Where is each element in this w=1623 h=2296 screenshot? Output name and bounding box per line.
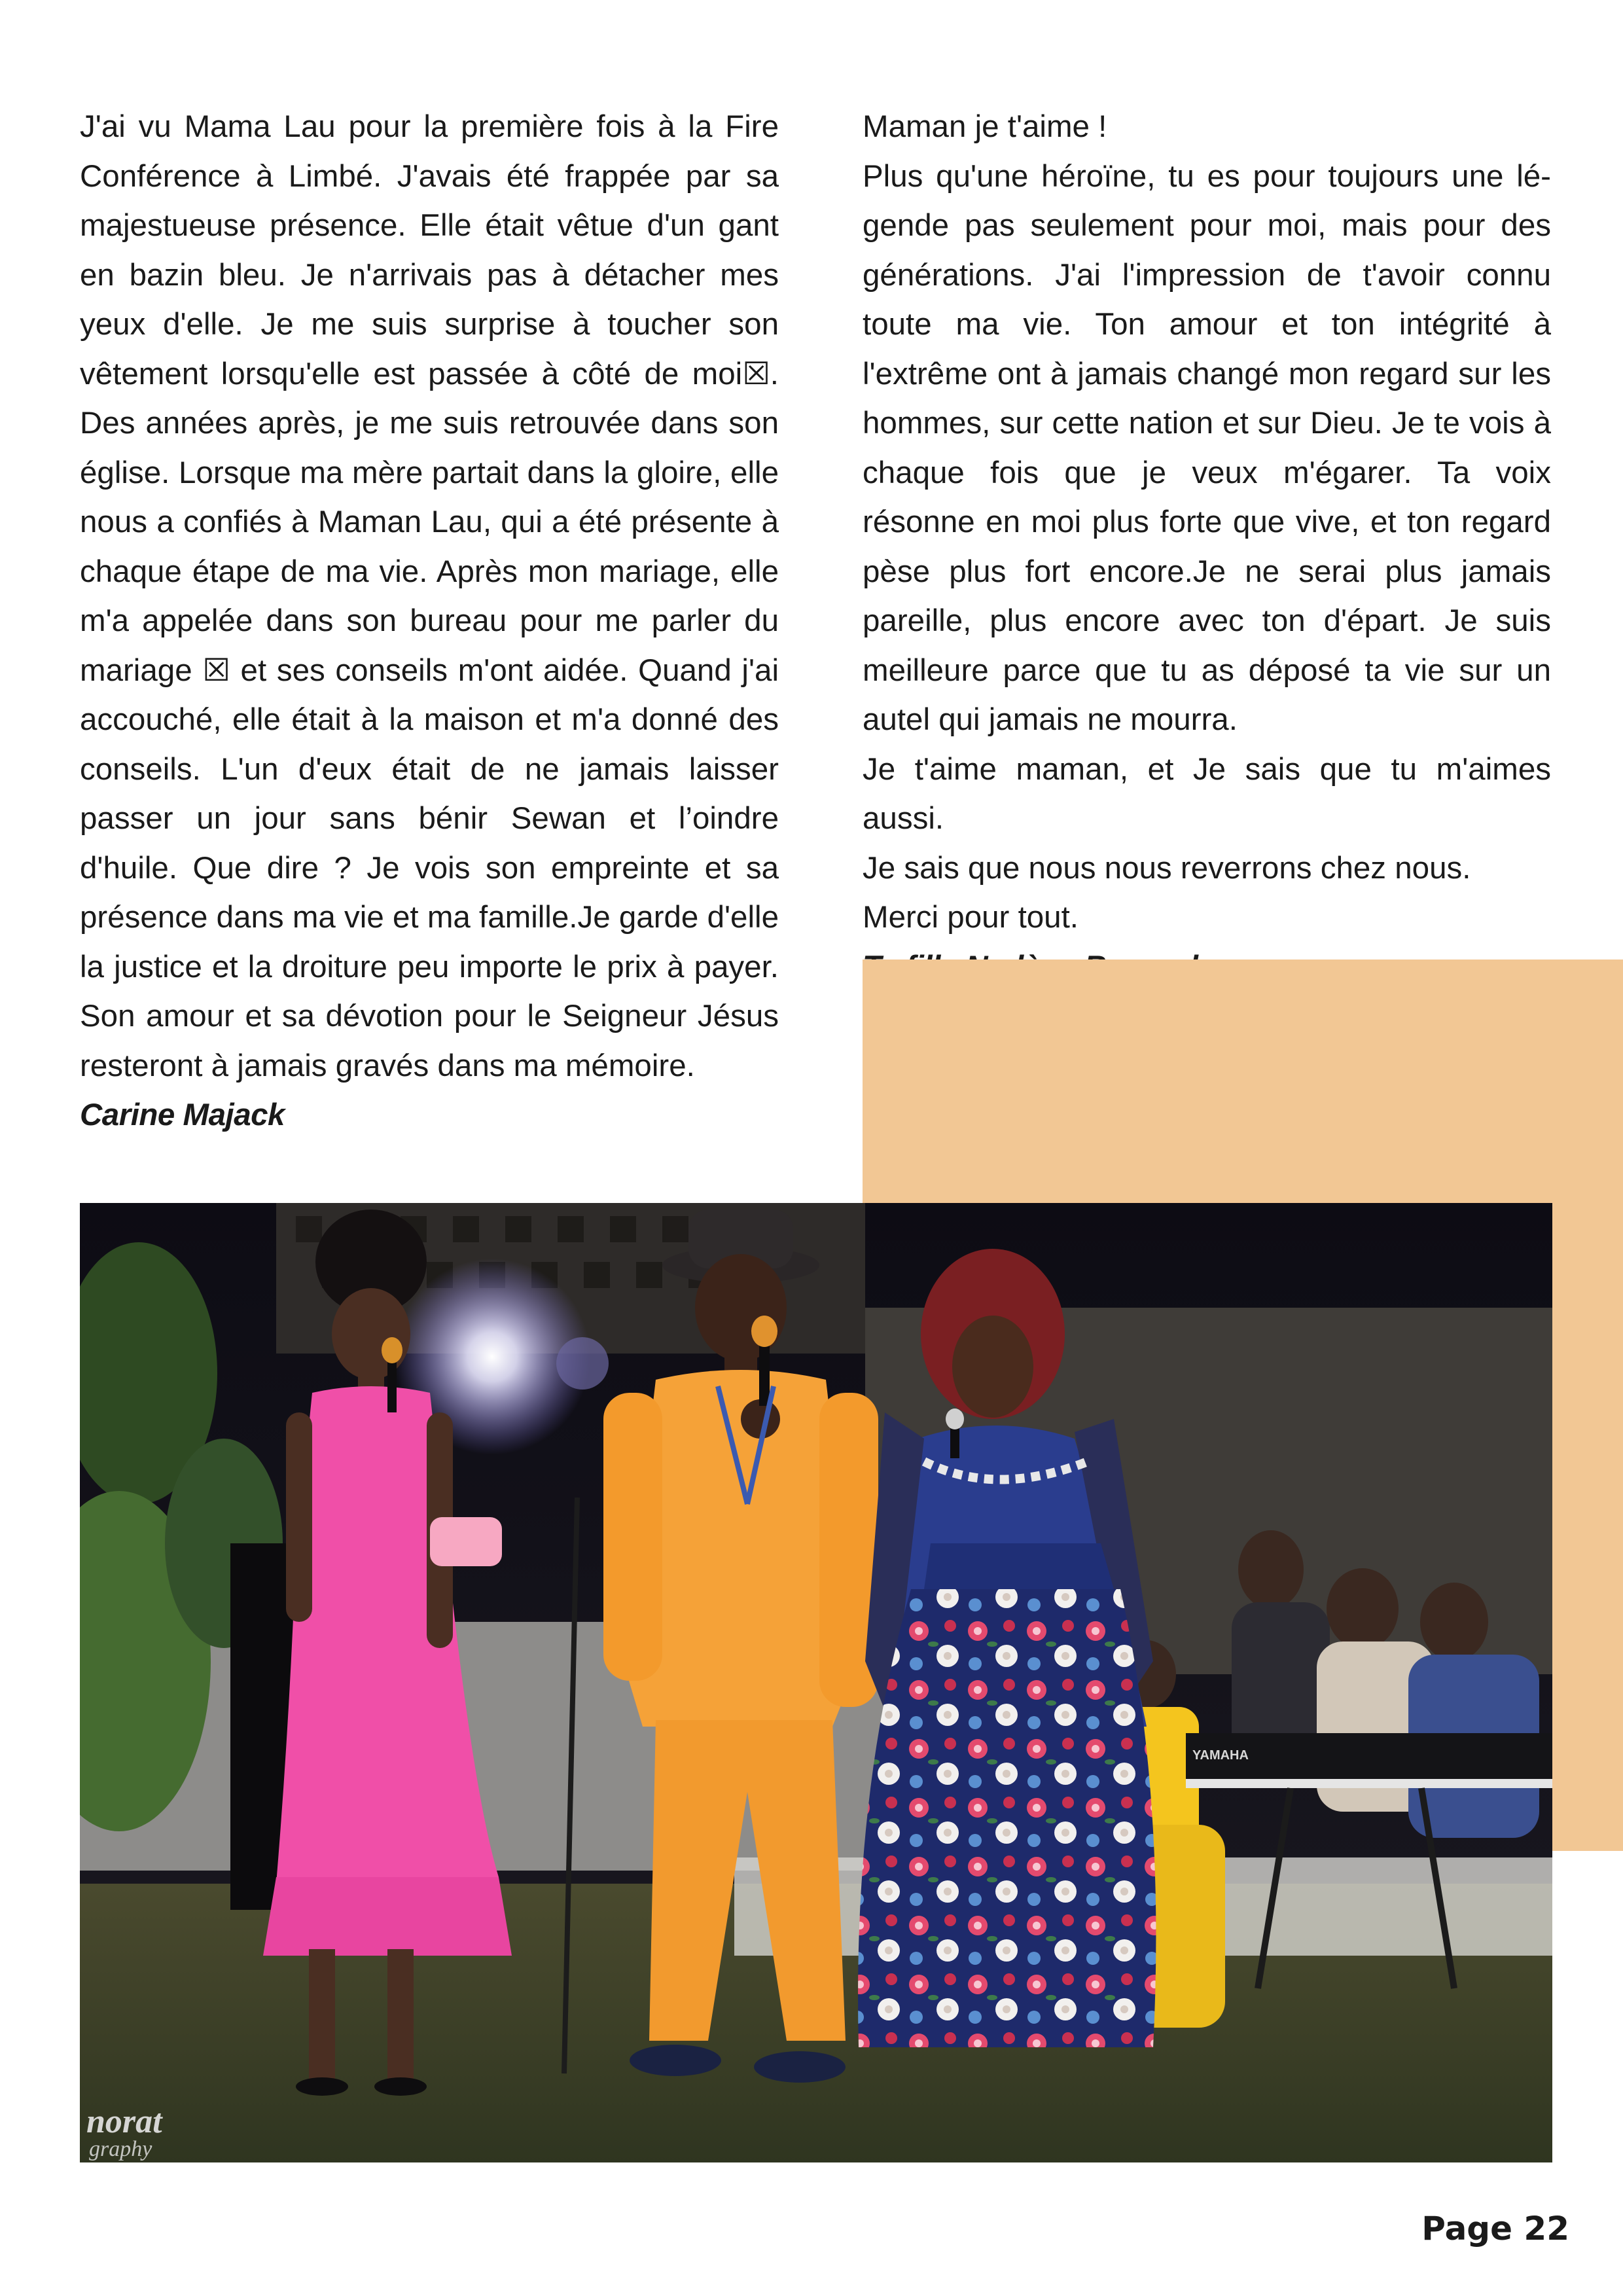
photo-keyboard-brand: YAMAHA — [1192, 1748, 1249, 1763]
photo-watermark: norat — [86, 2103, 162, 2140]
right-line-thanks: Merci pour tout. — [863, 900, 1079, 935]
right-body-text: Plus qu'une héroïne, tu es pour toujours une légende pas seulement pour moi, mais pour des générations. J'ai l'impression de t'avoir connu toute ma vie. Ton amour et ton intégrité à l'extrême ont à jamais changé mon regard sur les hommes, sur cette nation et sur Dieu. Je te vois à chaque fois que je veux m'égarer. Ta voix résonne en moi plus forte que vive, et ton regard pèse plus fort encore.Je ne serai plus jamais pareille, plus encore avec ton d'épart. Je suis meilleure parce que tu as déposé ta vie sur un autel qui jamais ne mourra. — [863, 158, 1551, 737]
left-body-text: J'ai vu Mama Lau pour la première fois à la Fire Conférence à Limbé. J'avais été frappée par sa majestueuse présence. Elle était vêtue d'un gant en bazin bleu. Je n'arrivais pas à détacher mes yeux d'elle. Je me suis surprise à toucher son vêtement lorsqu'elle est passée à côté de moi☒. Des années après, je me suis retrouvée dans son église. Lorsque ma mère partait dans la gloire, elle nous a confiés à Maman Lau, qui a été présente à chaque étape de ma vie. Après mon mariage, elle m'a appelée dans son bureau pour me parler du mariage ☒ et ses conseils m'ont aidée. Quand j'ai accouché, elle était à la maison et m'a donné des conseils. L'un d'eux était de ne jamais laisser passer un jour sans bénir Sewan et l’oindre d'huile. Que dire ? Je vois son empreinte et sa présence dans ma vie et ma famille.Je garde d'elle la justice et la droiture peu importe le prix à payer. Son amour et sa dévotion pour le Seigneur Jésus resteront à jamais gravés dans ma mémoire. — [80, 109, 779, 1083]
right-article-column — [863, 102, 1551, 992]
right-greeting: Maman je t'aime ! — [863, 109, 1107, 144]
photo-watermark-sub: graphy — [89, 2137, 152, 2161]
right-line-love: Je t'aime maman, et Je sais que tu m'aimes aussi. — [863, 751, 1551, 836]
left-signature: Carine Majack — [80, 1098, 285, 1132]
page-number: Page 22 — [1421, 2210, 1569, 2248]
left-article-column — [80, 102, 779, 1140]
right-line-meet: Je sais que nous nous reverrons chez nous. — [863, 850, 1471, 886]
event-photo — [80, 1203, 1552, 2162]
